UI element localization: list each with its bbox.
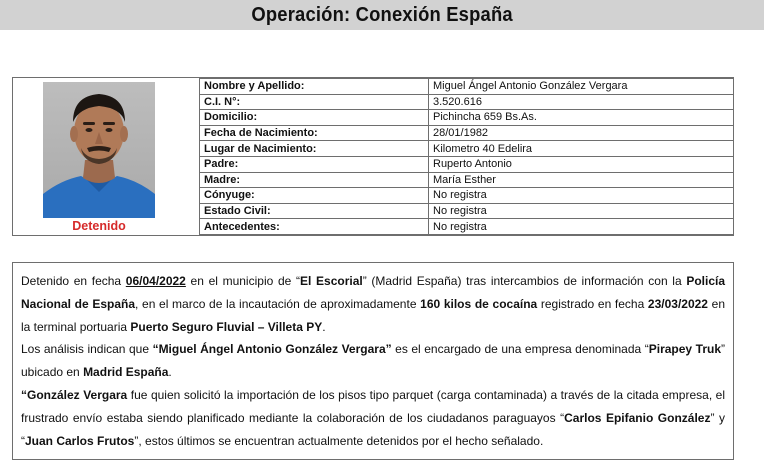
field-value: 28/01/1982 bbox=[429, 125, 734, 141]
text: . bbox=[322, 319, 326, 334]
field-label: Lugar de Nacimiento: bbox=[200, 141, 429, 157]
field-value: 3.520.616 bbox=[429, 94, 734, 110]
field-row bbox=[200, 219, 734, 235]
text: en la terminal portuaria bbox=[21, 296, 725, 334]
seizure-date: 23/03/2022 bbox=[647, 296, 708, 311]
accomplice-2: Juan Carlos Frutos bbox=[25, 433, 135, 448]
text: . bbox=[168, 365, 172, 380]
agency-name: Policía Nacional de España bbox=[21, 274, 726, 311]
seizure-amount: 160 kilos de cocaína bbox=[420, 296, 538, 311]
text: Detenido en fecha bbox=[21, 274, 126, 288]
field-row bbox=[200, 110, 734, 126]
paragraph-details bbox=[21, 384, 725, 452]
detainee-surname: “González Vergara bbox=[21, 387, 128, 402]
person-photo-icon bbox=[43, 82, 155, 218]
field-row bbox=[200, 94, 734, 110]
text: fue quien solicitó la importación de los pisos tipo parquet (carga contaminada) a través de la citada empresa, el frustrado envío estaba siendo planificado mediante la colaboración de los ciudadanos paraguayos “ bbox=[21, 387, 726, 425]
text: es el encargado de una empresa denominada “ bbox=[391, 342, 649, 357]
text: ” (Madrid España) tras intercambios de información con la bbox=[362, 274, 687, 288]
status-label: Detenido bbox=[72, 219, 126, 233]
field-value: No registra bbox=[429, 219, 734, 235]
text: registrado en fecha bbox=[537, 296, 648, 311]
page-title: Operación: Conexión España bbox=[251, 3, 513, 26]
field-row bbox=[200, 79, 734, 95]
text: ” y “ bbox=[21, 410, 725, 448]
text: , en el marco de la incautación de aproximadamente bbox=[135, 296, 421, 311]
field-value: Miguel Ángel Antonio González Vergara bbox=[429, 79, 734, 95]
field-row bbox=[200, 156, 734, 172]
title-bar bbox=[0, 0, 764, 30]
field-row bbox=[200, 141, 734, 157]
case-description bbox=[12, 262, 734, 460]
field-label: C.I. N°: bbox=[200, 94, 429, 110]
field-label: Nombre y Apellido: bbox=[200, 79, 429, 95]
field-label: Madre: bbox=[200, 172, 429, 188]
text: ” ubicado en bbox=[21, 342, 725, 380]
field-label: Domicilio: bbox=[200, 110, 429, 126]
field-label: Cónyuge: bbox=[200, 188, 429, 204]
accomplice-1: Carlos Epifanio González bbox=[564, 410, 711, 425]
field-label: Estado Civil: bbox=[200, 203, 429, 219]
port-name: Puerto Seguro Fluvial – Villeta PY bbox=[130, 319, 323, 334]
field-value: No registra bbox=[429, 203, 734, 219]
field-value: Pichincha 659 Bs.As. bbox=[429, 110, 734, 126]
field-label: Fecha de Nacimiento: bbox=[200, 125, 429, 141]
paragraph-arrest bbox=[21, 270, 725, 338]
field-value: Kilometro 40 Edelira bbox=[429, 141, 734, 157]
detainee-photo bbox=[43, 82, 155, 218]
field-value: No registra bbox=[429, 188, 734, 204]
detainee-name: “Miguel Ángel Antonio González Vergara” bbox=[152, 342, 392, 357]
field-row bbox=[200, 172, 734, 188]
arrest-place: El Escorial bbox=[300, 274, 363, 288]
field-row bbox=[200, 125, 734, 141]
personal-data-table bbox=[199, 78, 734, 235]
text: en el municipio de “ bbox=[185, 274, 300, 288]
city-name: Madrid España bbox=[83, 365, 169, 380]
field-label: Padre: bbox=[200, 156, 429, 172]
text: ”, estos últimos se encuentran actualmente detenidos por el hecho señalado. bbox=[134, 433, 544, 448]
company-name: Pirapey Truk bbox=[648, 342, 721, 357]
text: Los análisis indican que bbox=[21, 342, 153, 357]
arrest-date: 06/04/2022 bbox=[125, 274, 186, 288]
profile-card bbox=[12, 77, 734, 236]
field-value: Ruperto Antonio bbox=[429, 156, 734, 172]
field-row bbox=[200, 203, 734, 219]
field-value: María Esther bbox=[429, 172, 734, 188]
paragraph-analysis bbox=[21, 338, 725, 384]
field-label: Antecedentes: bbox=[200, 219, 429, 235]
field-row bbox=[200, 188, 734, 204]
